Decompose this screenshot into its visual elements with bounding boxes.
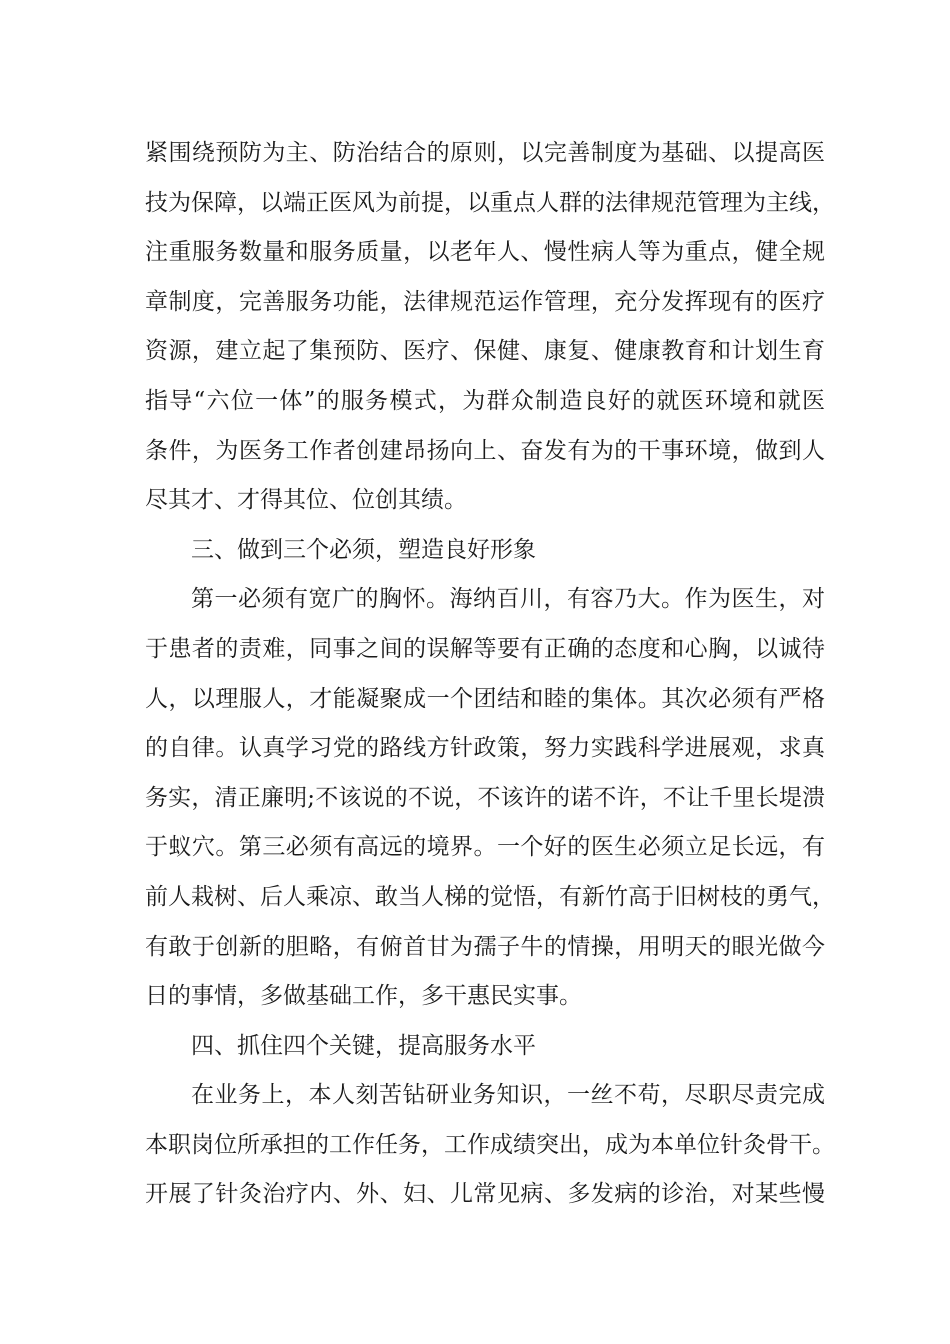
section-heading: 三、做到三个必须，塑造良好形象: [191, 536, 536, 563]
text-line: 于患者的责难，同事之间的误解等要有正确的态度和心胸，以诚待: [145, 635, 825, 662]
text-line: 尽其才、才得其位、位创其绩。: [145, 487, 467, 514]
text-line: 的自律。认真学习党的路线方针政策，努力实践科学进展观，求真: [145, 735, 825, 762]
text-line: 有敢于创新的胆略，有俯首甘为孺子牛的情操，用明天的眼光做今: [145, 933, 825, 960]
text-line: 日的事情，多做基础工作，多干惠民实事。: [145, 983, 582, 1010]
text-line: 本职岗位所承担的工作任务，工作成绩突出，成为本单位针灸骨干。: [145, 1131, 835, 1158]
text-line: 人，以理服人，才能凝聚成一个团结和睦的集体。其次必须有严格: [145, 685, 825, 712]
document-body: [145, 129, 835, 1220]
text-line: 第一必须有宽广的胸怀。海纳百川，有容乃大。作为医生，对: [191, 586, 825, 613]
text-line: 条件，为医务工作者创建昂扬向上、奋发有为的干事环境，做到人: [145, 437, 825, 464]
section-heading: 四、抓住四个关键，提高服务水平: [191, 1032, 536, 1059]
text-line: 在业务上，本人刻苦钻研业务知识，一丝不苟，尽职尽责完成: [191, 1082, 825, 1109]
text-line: 紧围绕预防为主、防治结合的原则，以完善制度为基础、以提高医: [145, 140, 825, 166]
text-line: 指导“六位一体”的服务模式，为群众制造良好的就医环境和就医: [145, 387, 825, 414]
text-line: 技为保障，以端正医风为前提，以重点人群的法律规范管理为主线，: [145, 189, 835, 216]
text-line: 开展了针灸治疗内、外、妇、儿常见病、多发病的诊治，对某些慢: [145, 1181, 825, 1208]
text-line: 于蚁穴。第三必须有高远的境界。一个好的医生必须立足长远，有: [145, 834, 825, 861]
text-line: 务实，清正廉明;不该说的不说，不该许的诺不许，不让千里长堤溃: [145, 784, 825, 811]
text-line: 资源，建立起了集预防、医疗、保健、康复、健康教育和计划生育: [145, 338, 825, 365]
text-line: 注重服务数量和服务质量，以老年人、慢性病人等为重点，健全规: [145, 239, 825, 266]
text-line: 前人栽树、后人乘凉、敢当人梯的觉悟，有新竹高于旧树枝的勇气，: [145, 883, 835, 910]
text-line: 章制度，完善服务功能，法律规范运作管理，充分发挥现有的医疗: [145, 288, 825, 315]
